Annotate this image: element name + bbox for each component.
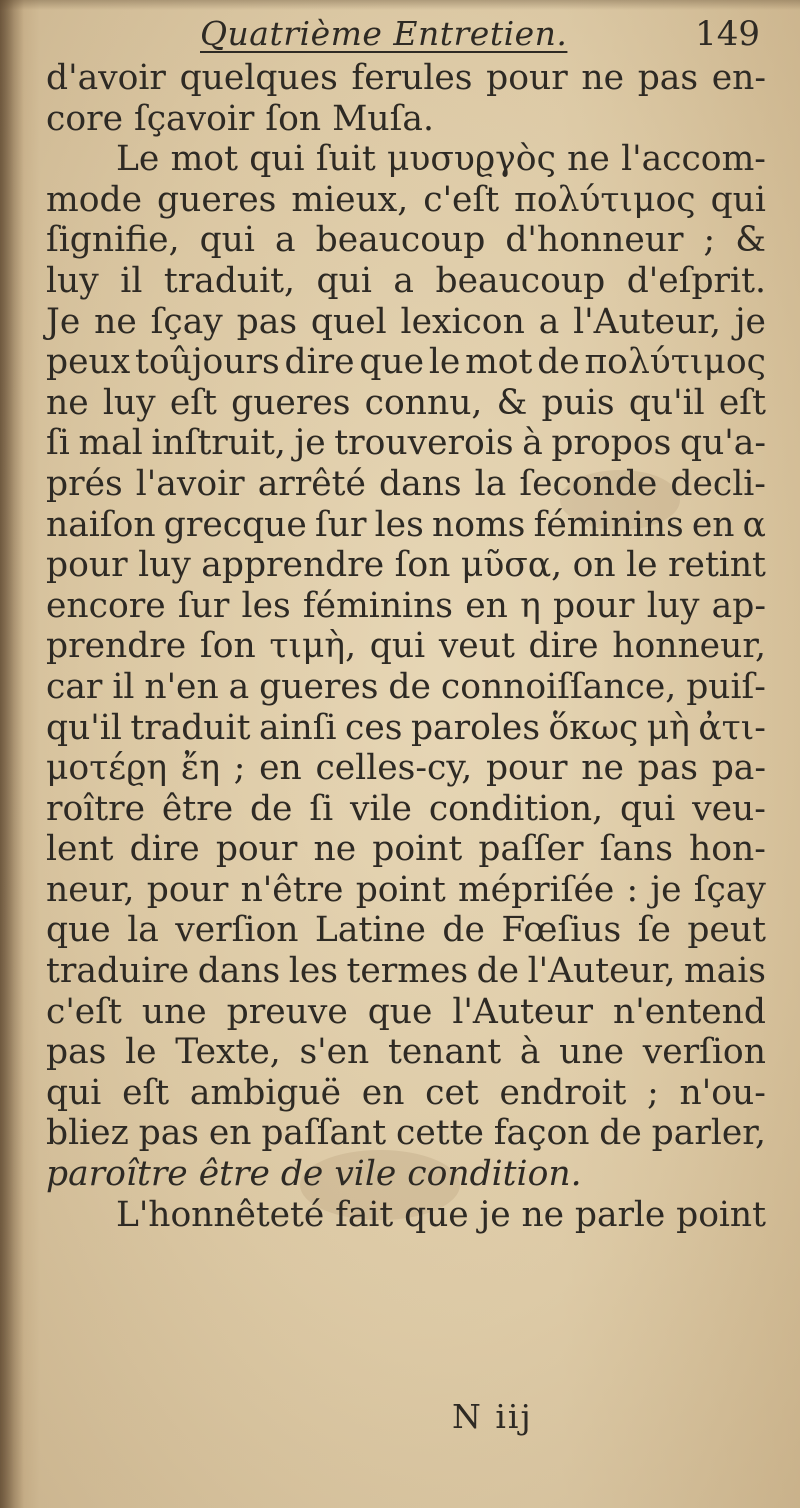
word: l'Auteur, <box>527 951 676 992</box>
word: le <box>125 1032 157 1073</box>
page-number: 149 <box>695 14 760 54</box>
word: apprendre <box>201 545 385 586</box>
word: l'Auteur, <box>573 301 721 342</box>
word: trouverois <box>334 423 514 464</box>
word: traduit, <box>163 260 295 301</box>
word: ἀτι- <box>698 707 766 748</box>
word: que <box>46 910 111 951</box>
word: façon <box>493 1113 590 1154</box>
text-line <box>46 748 766 789</box>
text-line <box>46 180 766 221</box>
word: μὴ <box>646 707 690 748</box>
text-line <box>46 464 766 505</box>
text-line <box>46 992 766 1033</box>
word: en <box>361 1072 405 1113</box>
word: qui <box>249 139 305 180</box>
word: eſt <box>169 382 217 423</box>
word: je <box>294 423 326 464</box>
word: propos <box>551 423 672 464</box>
word: celles-cy, <box>315 748 473 789</box>
word: n'être <box>240 869 344 910</box>
word: qui <box>199 220 255 261</box>
text-line <box>46 423 766 464</box>
word: ſur <box>314 504 367 545</box>
word: ; <box>647 1072 659 1113</box>
word: les <box>288 951 338 992</box>
word: n'en <box>144 666 219 707</box>
text-line <box>46 139 766 180</box>
word: condition, <box>428 788 604 829</box>
word: a <box>538 301 560 342</box>
text-line: paroître être de vile condition. <box>46 1154 582 1195</box>
word: je <box>650 869 682 910</box>
word: mieux, <box>291 179 409 220</box>
word: pour <box>486 58 568 98</box>
word: preuve <box>226 991 348 1032</box>
word: à <box>522 423 543 464</box>
running-head: Quatrième Entretien. <box>200 14 568 53</box>
word: point <box>355 869 446 910</box>
word: peut <box>687 910 766 951</box>
word: luy <box>102 382 156 423</box>
word: & <box>735 220 766 261</box>
word: lent <box>46 829 114 870</box>
word: que <box>367 991 433 1032</box>
word: féminins <box>533 504 684 545</box>
word: ſans <box>599 829 673 870</box>
word: cet <box>425 1072 479 1113</box>
word: qu'il <box>46 707 122 748</box>
text-line <box>46 626 766 667</box>
text-line <box>46 58 766 99</box>
word: qui <box>710 179 766 220</box>
word: paſſer <box>478 829 584 870</box>
word: pas <box>637 748 698 789</box>
text-line <box>46 870 766 911</box>
word: ſi <box>46 423 70 464</box>
word: verſion <box>642 1032 766 1073</box>
word: verſion <box>175 910 299 951</box>
word: mais <box>683 951 766 992</box>
word: ferules <box>351 58 473 98</box>
word: en <box>259 748 302 789</box>
text-line <box>46 708 766 749</box>
word: μῦσα, <box>460 545 563 586</box>
word: quelques <box>179 58 338 98</box>
word: honneur, <box>612 626 766 667</box>
word: pas <box>138 1113 199 1154</box>
signature-mark: N iij <box>452 1397 533 1436</box>
text-line <box>46 342 766 383</box>
text-line <box>46 1113 766 1154</box>
word: veut <box>438 626 515 667</box>
word: car <box>46 666 103 707</box>
word: que <box>359 342 425 383</box>
word: le <box>428 342 461 383</box>
word: retint <box>668 545 766 586</box>
word: l'accom- <box>621 139 766 180</box>
word: pas <box>637 58 699 98</box>
word: en- <box>711 58 766 98</box>
page-header <box>200 14 760 60</box>
word: encore <box>46 585 166 626</box>
word: qui <box>316 260 372 301</box>
word: l'Auteur <box>452 991 594 1032</box>
text-line <box>46 302 766 343</box>
word: qui <box>369 626 426 667</box>
word: luy <box>646 585 700 626</box>
word: mode <box>46 179 142 220</box>
word: noms <box>431 504 526 545</box>
text-line <box>46 545 766 586</box>
word: beaucoup <box>315 220 486 261</box>
text-line <box>46 383 766 424</box>
word: ne <box>581 748 624 789</box>
word: roître <box>46 788 146 829</box>
word: le <box>626 545 658 586</box>
word: d'eſprit. <box>626 260 766 301</box>
word: tenant <box>387 1032 502 1073</box>
text-line <box>46 1073 766 1114</box>
word: η <box>520 585 541 626</box>
word: ſe <box>637 910 671 951</box>
word: hon- <box>689 829 766 870</box>
top-edge-shadow <box>0 0 800 10</box>
word: α <box>742 504 766 545</box>
word: de <box>249 788 293 829</box>
word: connu, <box>364 382 483 423</box>
word: je <box>734 301 766 342</box>
word: : <box>626 869 639 910</box>
word: être <box>161 788 234 829</box>
word: bliez <box>46 1113 129 1154</box>
word: pour <box>485 748 568 789</box>
word: ne <box>46 382 89 423</box>
word: en <box>465 585 508 626</box>
word: lexicon <box>400 301 525 342</box>
word: mal <box>78 423 143 464</box>
text-line <box>46 586 766 627</box>
text-line <box>46 1032 766 1073</box>
word: les <box>374 504 424 545</box>
word: eſt <box>122 1072 170 1113</box>
word: ſçay <box>693 869 766 910</box>
word: ces <box>345 707 403 748</box>
word: prés <box>46 463 123 504</box>
word: ne <box>94 301 137 342</box>
word: dans <box>379 463 462 504</box>
word: en <box>691 504 735 545</box>
word: endroit <box>499 1072 627 1113</box>
word: eſt <box>718 382 766 423</box>
word: de <box>537 342 580 383</box>
word: mépriſée <box>457 869 615 910</box>
word: ; <box>703 220 716 261</box>
binding-shadow <box>0 0 24 1508</box>
word: paroles <box>410 707 541 748</box>
word: & <box>496 382 528 423</box>
word: πολύτιμος <box>584 342 766 383</box>
word: toûjours <box>134 342 280 383</box>
word: ſon <box>199 626 256 667</box>
word: Texte, <box>175 1032 281 1073</box>
word: qui <box>619 788 676 829</box>
word: d'honneur <box>505 220 684 261</box>
word: ſeconde <box>519 463 658 504</box>
word: s'en <box>299 1032 370 1073</box>
word: gueres <box>259 666 379 707</box>
word: qu'il <box>628 382 705 423</box>
word: μυσυϱγὸς <box>386 139 556 180</box>
word: Le <box>116 139 160 180</box>
word: vile <box>349 788 412 829</box>
word: de <box>476 951 520 992</box>
word: gueres <box>231 382 351 423</box>
word: a <box>228 666 250 707</box>
word: dire <box>284 342 355 383</box>
word: pour <box>215 829 298 870</box>
word: pour <box>146 869 229 910</box>
word: ſçay <box>150 301 223 342</box>
word: ſignifie, <box>46 220 180 261</box>
text-line <box>46 261 766 302</box>
text-line <box>46 667 766 708</box>
word: cette <box>396 1113 484 1154</box>
word: dire <box>528 626 599 667</box>
word: les <box>241 585 291 626</box>
word: traduit <box>130 707 251 748</box>
word: neur, <box>46 869 135 910</box>
word: dans <box>197 951 281 992</box>
word: πολύτιμος <box>514 179 696 220</box>
word: pour <box>46 545 128 586</box>
word: n'entend <box>613 991 766 1032</box>
word: ſi <box>309 788 334 829</box>
word: quel <box>310 301 387 342</box>
word: l'avoir <box>135 463 245 504</box>
word: ſur <box>177 585 230 626</box>
word: une <box>141 991 207 1032</box>
word: naiſon <box>46 504 156 545</box>
word: qui <box>46 1072 102 1113</box>
body-text <box>46 58 766 1235</box>
word: ne <box>581 58 625 98</box>
word: à <box>519 1032 541 1073</box>
word: n'ou- <box>679 1072 766 1113</box>
word: ne <box>313 829 357 870</box>
word: en <box>208 1113 252 1154</box>
word: prendre <box>46 626 187 667</box>
word: a <box>393 260 414 301</box>
word: beaucoup <box>435 260 606 301</box>
word: mot <box>170 139 238 180</box>
word: pa- <box>711 748 766 789</box>
word: la <box>474 463 507 504</box>
word: gueres <box>157 179 277 220</box>
word: il <box>112 666 135 707</box>
word: ambiguë <box>189 1072 342 1113</box>
word: peux <box>46 342 131 383</box>
word: ap- <box>711 585 766 626</box>
word: parler, <box>651 1113 766 1154</box>
word: on <box>572 545 616 586</box>
word: μοτέϱη <box>46 748 168 789</box>
word: luy <box>138 545 191 586</box>
text-line <box>46 220 766 261</box>
word: Latine <box>314 910 426 951</box>
word: arrêté <box>257 463 366 504</box>
word: Je <box>46 301 81 342</box>
text-line: L'honnêteté fait que je ne parle point <box>116 1194 766 1235</box>
word: de <box>388 666 431 707</box>
word: ainſi <box>258 707 337 748</box>
word: c'eſt <box>423 179 500 220</box>
word: a <box>274 220 296 261</box>
word: grecque <box>163 504 307 545</box>
word: féminins <box>302 585 454 626</box>
word: de <box>442 910 485 951</box>
word: puiſ- <box>686 666 766 707</box>
word: il <box>120 260 143 301</box>
word: pour <box>552 585 635 626</box>
word: pas <box>46 1032 107 1073</box>
word: de <box>599 1113 642 1154</box>
word: une <box>559 1032 625 1073</box>
word: ſon <box>394 545 451 586</box>
word: ὅκως <box>548 707 639 748</box>
word: traduire <box>46 951 190 992</box>
word: ; <box>233 748 246 789</box>
word: puis <box>541 382 615 423</box>
word: Fœſius <box>501 910 622 951</box>
text-line <box>46 829 766 870</box>
text-line <box>46 505 766 546</box>
word: veu- <box>692 788 766 829</box>
word: decli- <box>670 463 766 504</box>
text-line: core ſçavoir ſon Muſa. <box>46 98 434 139</box>
text-line <box>46 910 766 951</box>
text-line <box>46 951 766 992</box>
word: inſtruit, <box>151 423 286 464</box>
word: ne <box>567 139 610 180</box>
word: ſuit <box>315 139 376 180</box>
word: paſſant <box>261 1113 387 1154</box>
text-line <box>46 789 766 830</box>
word: mot <box>465 342 533 383</box>
word: connoiſſance, <box>440 666 677 707</box>
word: la <box>127 910 159 951</box>
word: τιμὴ, <box>269 626 357 667</box>
word: pas <box>236 301 298 342</box>
word: point <box>372 829 463 870</box>
word: luy <box>46 260 99 301</box>
word: qu'a- <box>679 423 766 464</box>
word: termes <box>346 951 469 992</box>
word: c'eſt <box>46 991 122 1032</box>
word: ἔη <box>180 748 221 789</box>
word: d'avoir <box>46 58 166 98</box>
word: dire <box>129 829 200 870</box>
